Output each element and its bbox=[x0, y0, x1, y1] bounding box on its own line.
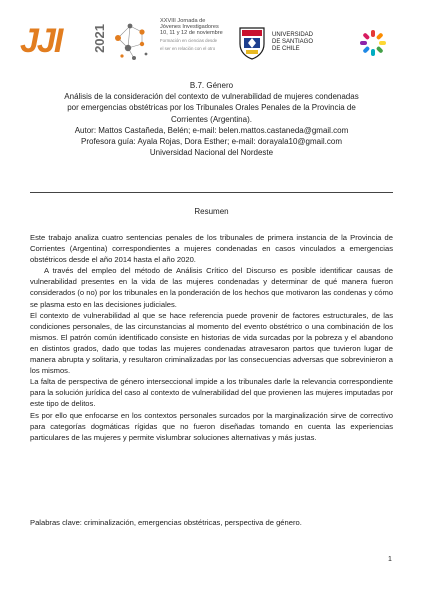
jji-logo-text: JJI bbox=[20, 22, 62, 60]
paragraph: La falta de perspectiva de género interseccional impide a los tribunales darle la relevancia correspondiente para la solución jurídica del caso al contexto de vulnerabilidad del que provienen las mujeres imputadas por este tipo de delitos. bbox=[30, 377, 393, 409]
event-subtitle-line: el ser en relación con el otro bbox=[160, 46, 216, 51]
university-name-line: UNIVERSIDAD bbox=[272, 32, 314, 38]
author-line: Autor: Mattos Castañeda, Belén; e-mail: belen.mattos.castaneda@gmail.com bbox=[74, 125, 349, 135]
university-name bbox=[272, 32, 313, 53]
university-name-line: DE CHILE bbox=[272, 46, 300, 52]
section-label: B.7. Género bbox=[189, 81, 234, 90]
paragraph: Este trabajo analiza cuatro sentencias penales de los tribunales de primera instancia de la Provincia de Corrientes (Argentina) correspondientes a mujeres condenadas en casos vinculados a emergencias obstétricos desde el año 2014 hasta el año 2020. bbox=[30, 233, 393, 265]
paragraph: A través del empleo del método de Análisis Crítico del Discurso es posible identificar causas de vulnerabilidad presentes en la vida de las mujeres condenadas y determinar de qué manera fueron considerados (o no) por los tribunales en la ponderación de los hechos que motivaron las condenas y cómo se plasma esto en las decisiones judiciales. bbox=[30, 266, 393, 309]
page-number: 1 bbox=[388, 556, 392, 563]
page-header bbox=[20, 16, 410, 68]
title-line: por emergencias obstétricas por los Tribunales Orales Penales de la Provincia de bbox=[67, 103, 356, 113]
paragraph: El contexto de vulnerabilidad al que se hace referencia puede provenir de factores estructurales, de las condiciones personales, de las circunstancias al momento del evento obstétrico o una combinación de los mismos. El patrón común identificado consiste en historias de vida surcadas por la pobreza y el abandono en distintos grados, dado que todas las mujeres condenadas atravesaron partos que tuvieron lugar de manera abrupta y solitaria, y resultaron criminalizadas por las consecuencias adversas que sobrevinieron a los mismos. bbox=[30, 310, 393, 376]
event-subtitle-line: Formación en ciencias desde bbox=[160, 38, 218, 43]
divider bbox=[30, 192, 393, 193]
institution-line: Universidad Nacional del Nordeste bbox=[149, 148, 274, 158]
colorful-circle-logo-icon bbox=[358, 28, 388, 58]
event-title-line: XXVIII Jornada de bbox=[160, 18, 206, 24]
advisor-line: Profesora guía: Ayala Rojas, Dora Esther; e-mail: dorayala10@gmail.com bbox=[81, 137, 342, 147]
abstract-body bbox=[30, 232, 393, 443]
university-name-line: DE SANTIAGO bbox=[272, 39, 314, 45]
paragraph: Es por ello que enfocarse en los contextos personales surcados por la marginalización sirve de correctivo para categorías dogmáticas rígidas que no fueron diseñadas tomando en cuenta las experiencias particulares de las mujeres y permite vislumbrar soluciones alternativas y más justas. bbox=[30, 410, 393, 442]
title-line: Corrientes (Argentina). bbox=[171, 114, 252, 124]
section-heading: Resumen bbox=[194, 207, 229, 216]
event-title-line: Jóvenes Investigadores bbox=[160, 24, 219, 30]
jji-logo bbox=[20, 16, 150, 68]
network-icon bbox=[112, 18, 150, 64]
event-dates: 10, 11 y 12 de noviembre bbox=[160, 30, 223, 36]
title-line: Análisis de la consideración del contexto de vulnerabilidad de mujeres condenadas bbox=[64, 92, 359, 102]
title-block bbox=[30, 80, 393, 158]
event-info bbox=[160, 18, 250, 52]
university-shield-icon bbox=[238, 26, 266, 60]
jji-year: 2021 bbox=[92, 24, 107, 53]
keywords: Palabras clave: criminalización, emergencias obstétricas, perspectiva de género. bbox=[30, 518, 302, 527]
